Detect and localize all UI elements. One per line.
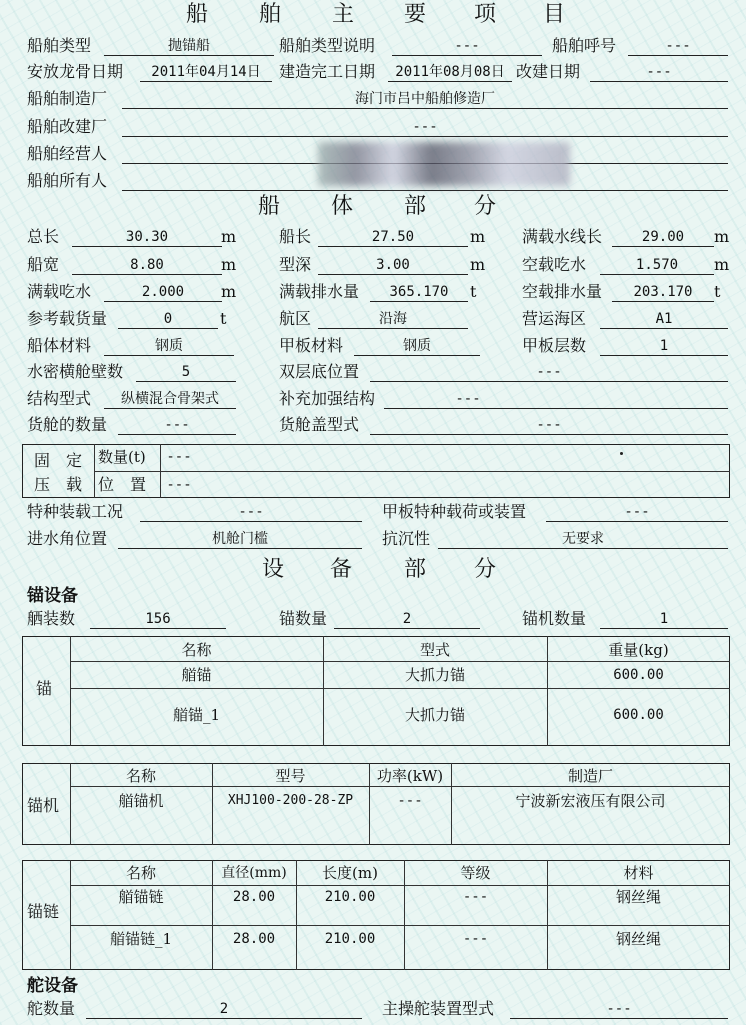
- windlass-count-label: 锚机数量: [522, 609, 587, 628]
- anchor-count-label: 锚数量: [279, 609, 328, 628]
- ballast-qty-label: 数量(t): [98, 448, 146, 466]
- bulkheads-value: 5: [181, 364, 191, 380]
- light-draft-label: 空载吃水: [522, 255, 587, 274]
- title-char: 分: [474, 557, 497, 582]
- double-bottom-label: 双层底位置: [279, 362, 360, 381]
- light-disp-unit: t: [714, 282, 721, 301]
- steering-value: ---: [606, 1001, 632, 1017]
- rebuilder-label: 船舶改建厂: [27, 117, 108, 136]
- table-cell: 艏锚机: [118, 792, 164, 810]
- bulkheads-label: 水密横舱壁数: [27, 362, 124, 381]
- windlass-header-model: 型号: [275, 767, 306, 785]
- anchor-table-label: 锚: [36, 679, 53, 698]
- structure-label: 结构型式: [27, 389, 92, 408]
- table-cell: XHJ100-200-28-ZP: [227, 793, 354, 808]
- full-draft-unit: m: [221, 282, 237, 301]
- title-char: 要: [404, 2, 427, 27]
- owner-label: 船舶所有人: [27, 171, 108, 190]
- light-draft-unit: m: [714, 255, 730, 274]
- table-cell: 艏锚_1: [172, 706, 221, 724]
- holds-value: ---: [164, 417, 190, 433]
- table-cell: 600.00: [613, 667, 664, 683]
- title-char: 备: [330, 557, 353, 582]
- outfit-label: 舾装数: [27, 609, 76, 628]
- deck-mat-value: 钢质: [403, 338, 431, 354]
- title-char: 船: [186, 2, 209, 27]
- chain-header-length: 长度(m): [322, 864, 378, 882]
- windlass-header-maker: 制造厂: [567, 767, 613, 785]
- op-area-label: 营运海区: [522, 309, 587, 328]
- hatch-value: ---: [536, 417, 562, 433]
- wl-unit: m: [714, 227, 730, 246]
- title-char: 主: [332, 2, 355, 27]
- ballast-label-1: 固 定: [34, 451, 83, 470]
- rudder-count-label: 舵数量: [27, 999, 76, 1018]
- length-value: 27.50: [371, 229, 415, 245]
- title-char: 项: [474, 2, 497, 27]
- title-char: 目: [543, 2, 566, 27]
- speck: [620, 452, 623, 455]
- chain-table-label: 锚链: [27, 902, 60, 921]
- rebuilt-date-label: 改建日期: [516, 62, 581, 81]
- built-date-value: 2011年08月08日: [395, 64, 505, 80]
- builder-value: 海门市吕中船舶修造厂: [355, 91, 495, 107]
- anchor-heading: 锚设备: [27, 586, 78, 606]
- deck-special-value: ---: [624, 504, 650, 520]
- title-char: 体: [331, 194, 354, 219]
- outfit-value: 156: [145, 611, 171, 627]
- windlass-table-label: 锚机: [27, 796, 60, 815]
- anchor-count-value: 2: [402, 611, 412, 627]
- keel-date-label: 安放龙骨日期: [27, 62, 124, 81]
- windlass-count-value: 1: [659, 611, 669, 627]
- breadth-value: 8.80: [130, 257, 164, 273]
- full-disp-label: 满载排水量: [279, 282, 360, 301]
- table-cell: 大抓力锚: [404, 706, 465, 724]
- steering-label: 主操舵装置型式: [382, 999, 495, 1018]
- breadth-unit: m: [221, 255, 237, 274]
- flood-label: 进水角位置: [27, 529, 108, 548]
- reinforce-value: ---: [455, 391, 481, 407]
- hull-mat-label: 船体材料: [27, 336, 92, 355]
- length-label: 船长: [279, 227, 312, 246]
- title-char: 部: [404, 557, 427, 582]
- full-draft-value: 2.000: [141, 284, 185, 300]
- loa-label: 总长: [27, 227, 60, 246]
- op-area-value: A1: [655, 311, 673, 327]
- depth-unit: m: [470, 255, 486, 274]
- table-cell: 28.00: [232, 931, 276, 947]
- section-title-equip: [0, 557, 746, 583]
- special-label: 特种装载工况: [27, 502, 124, 521]
- deck-layers-value: 1: [659, 338, 669, 354]
- hull-mat-value: 钢质: [155, 338, 183, 354]
- windlass-header-power: 功率(kW): [376, 767, 444, 785]
- light-draft-value: 1.570: [635, 257, 679, 273]
- chain-header-grade: 等级: [460, 864, 491, 882]
- full-disp-unit: t: [470, 282, 477, 301]
- ship-type-value: 抛锚船: [168, 38, 210, 54]
- table-cell: 钢丝绳: [615, 930, 661, 948]
- reinforce-label: 补充加强结构: [279, 389, 376, 408]
- title-char: 部: [404, 194, 427, 219]
- redacted-blur: [318, 142, 570, 186]
- deck-mat-label: 甲板材料: [279, 336, 344, 355]
- ship-type-desc-value: ---: [454, 38, 480, 54]
- chain-header-name: 名称: [125, 864, 156, 882]
- light-disp-label: 空载排水量: [522, 282, 603, 301]
- table-cell: 大抓力锚: [404, 666, 465, 684]
- deck-layers-label: 甲板层数: [522, 336, 587, 355]
- rebuilder-value: ---: [412, 119, 438, 135]
- builder-label: 船舶制造厂: [27, 89, 108, 108]
- light-disp-value: 203.170: [633, 284, 693, 300]
- table-cell: 艏锚: [181, 666, 212, 684]
- rudder-heading: 舵设备: [27, 976, 78, 996]
- anchor-header-name: 名称: [181, 641, 212, 659]
- built-date-label: 建造完工日期: [279, 62, 376, 81]
- rudder-count-value: 2: [219, 1001, 229, 1017]
- operator-label: 船舶经营人: [27, 144, 108, 163]
- holds-label: 货舱的数量: [27, 415, 108, 434]
- depth-value: 3.00: [376, 257, 410, 273]
- anchor-header-weight: 重量(kg): [608, 641, 669, 659]
- full-draft-label: 满载吃水: [27, 282, 92, 301]
- hatch-label: 货舱盖型式: [279, 415, 360, 434]
- table-cell: 钢丝绳: [615, 888, 661, 906]
- length-unit: m: [470, 227, 486, 246]
- section-title-hull: [0, 194, 746, 220]
- keel-date-value: 2011年04月14日: [151, 64, 261, 80]
- windlass-header-name: 名称: [125, 767, 156, 785]
- depth-label: 型深: [279, 255, 312, 274]
- flood-value: 机舱门槛: [212, 531, 268, 547]
- ship-type-desc-label: 船舶类型说明: [279, 36, 376, 55]
- ballast-label-2: 压 载: [34, 475, 83, 494]
- loa-unit: m: [221, 227, 237, 246]
- table-cell: ---: [397, 793, 423, 809]
- title-char: 船: [258, 194, 281, 219]
- nav-area-value: 沿海: [379, 311, 407, 327]
- wl-label: 满载水线长: [522, 227, 603, 246]
- ref-load-label: 参考载货量: [27, 309, 108, 328]
- chain-header-diameter: 直径(mm): [221, 865, 287, 881]
- ship-type-label: 船舶类型: [27, 36, 92, 55]
- section-title-main: [0, 2, 746, 28]
- deck-special-label: 甲板特种载荷或装置: [382, 502, 527, 521]
- ref-load-unit: t: [220, 309, 227, 328]
- unsinkable-label: 抗沉性: [382, 529, 431, 548]
- call-sign-label: 船舶呼号: [552, 36, 617, 55]
- breadth-label: 船宽: [27, 255, 60, 274]
- anchor-header-type: 型式: [419, 641, 450, 659]
- double-bottom-value: ---: [536, 364, 562, 380]
- table-cell: 600.00: [613, 707, 664, 723]
- call-sign-value: ---: [665, 38, 691, 54]
- unsinkable-value: 无要求: [562, 531, 604, 547]
- table-cell: 艏锚链_1: [109, 930, 173, 948]
- loa-value: 30.30: [125, 229, 169, 245]
- title-char: 设: [262, 557, 285, 582]
- rebuilt-date-value: ---: [646, 64, 672, 80]
- table-cell: 28.00: [232, 889, 276, 905]
- title-char: 舶: [259, 2, 282, 27]
- wl-value: 29.00: [641, 229, 685, 245]
- table-cell: 210.00: [324, 889, 376, 905]
- nav-area-label: 航区: [279, 309, 312, 328]
- ballast-pos-value: ---: [166, 477, 192, 493]
- full-disp-value: 365.170: [389, 284, 449, 300]
- structure-value: 纵横混合骨架式: [121, 391, 219, 407]
- ballast-qty-value: ---: [166, 449, 192, 465]
- title-char: 分: [474, 194, 497, 219]
- table-cell: 宁波新宏液压有限公司: [515, 792, 666, 810]
- special-value: ---: [238, 504, 264, 520]
- table-cell: 艏锚链: [118, 888, 164, 906]
- table-cell: ---: [462, 889, 489, 905]
- chain-header-material: 材料: [623, 864, 654, 882]
- ref-load-value: 0: [163, 311, 173, 327]
- ballast-pos-label: 位 置: [98, 475, 147, 494]
- table-cell: 210.00: [324, 931, 376, 947]
- table-cell: ---: [462, 931, 489, 947]
